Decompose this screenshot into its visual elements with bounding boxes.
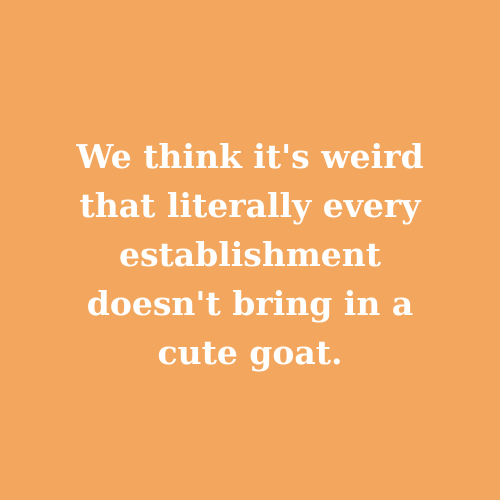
quote-text	[0, 132, 500, 377]
quote-line-5: cute goat.	[157, 333, 343, 372]
quote-line-2: that literally every	[79, 186, 421, 225]
quote-line-3: establishment	[118, 235, 382, 274]
quote-line-4: doesn't bring in a	[86, 284, 414, 323]
quote-line-1: We think it's weird	[76, 137, 424, 176]
